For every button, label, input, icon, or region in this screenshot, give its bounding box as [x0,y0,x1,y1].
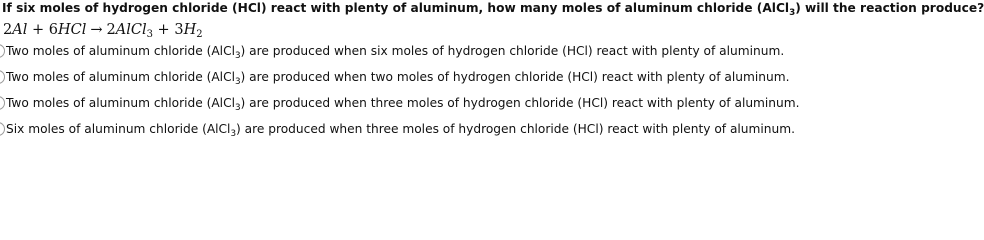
option-text-pre: Two moles of aluminum chloride (AlCl [6,70,235,84]
option-text-post: ) are produced when three moles of hydrogen chloride (HCl) react with plenty of aluminum. [240,96,800,110]
answer-option-4-text [6,117,795,141]
answer-option-2[interactable] [0,65,800,89]
question-prefix: If six moles of hydrogen chloride (HCl) react with plenty of aluminum, how many moles of aluminum chloride (AlCl [2,1,790,15]
option-text-post: ) are produced when six moles of hydrogen chloride (HCl) react with plenty of aluminum. [240,44,785,58]
equation-arrow: → [90,22,103,38]
radio-button-icon[interactable] [0,70,5,84]
equation-plus-2: + [152,22,175,38]
equation-plus-1: + [27,22,49,38]
equation-reactant-1: Al [12,22,28,38]
option-subscript: 3 [234,103,241,113]
answer-option-3-text [6,91,800,115]
radio-button-icon[interactable] [0,44,5,58]
question-subscript: 3 [789,8,796,18]
answer-option-4[interactable] [0,117,800,141]
option-text-pre: Two moles of aluminum chloride (AlCl [6,44,235,58]
equation-coef-4: 3 [174,22,184,38]
equation-coef-1: 2 [3,22,13,38]
equation-coef-3: 2 [106,22,116,38]
equation-product-1: AlCl [115,22,147,38]
equation-coef-2: 6 [48,22,58,38]
question-suffix: ) will the reaction produce? [795,1,984,15]
option-text-pre: Six moles of aluminum chloride (AlCl [6,122,231,136]
answer-option-1[interactable] [0,39,800,63]
option-subscript: 3 [234,51,241,61]
option-text-post: ) are produced when two moles of hydrogen chloride (HCl) react with plenty of aluminum. [240,70,790,84]
option-text-pre: Two moles of aluminum chloride (AlCl [6,96,235,110]
equation-product-2-subscript: 2 [196,29,203,40]
radio-button-icon[interactable] [0,96,5,110]
answer-option-3[interactable] [0,91,800,115]
option-subscript: 3 [234,77,241,87]
equation-product-2: H [183,22,197,38]
option-subscript: 3 [230,129,237,139]
answer-option-1-text [6,39,784,63]
option-text-post: ) are produced when three moles of hydrogen chloride (HCl) react with plenty of aluminum. [236,122,795,136]
equation-reactant-2: HCl [57,22,87,38]
equation-product-1-subscript: 3 [146,29,153,40]
radio-button-icon[interactable] [0,122,5,136]
answer-option-2-text [6,65,789,89]
